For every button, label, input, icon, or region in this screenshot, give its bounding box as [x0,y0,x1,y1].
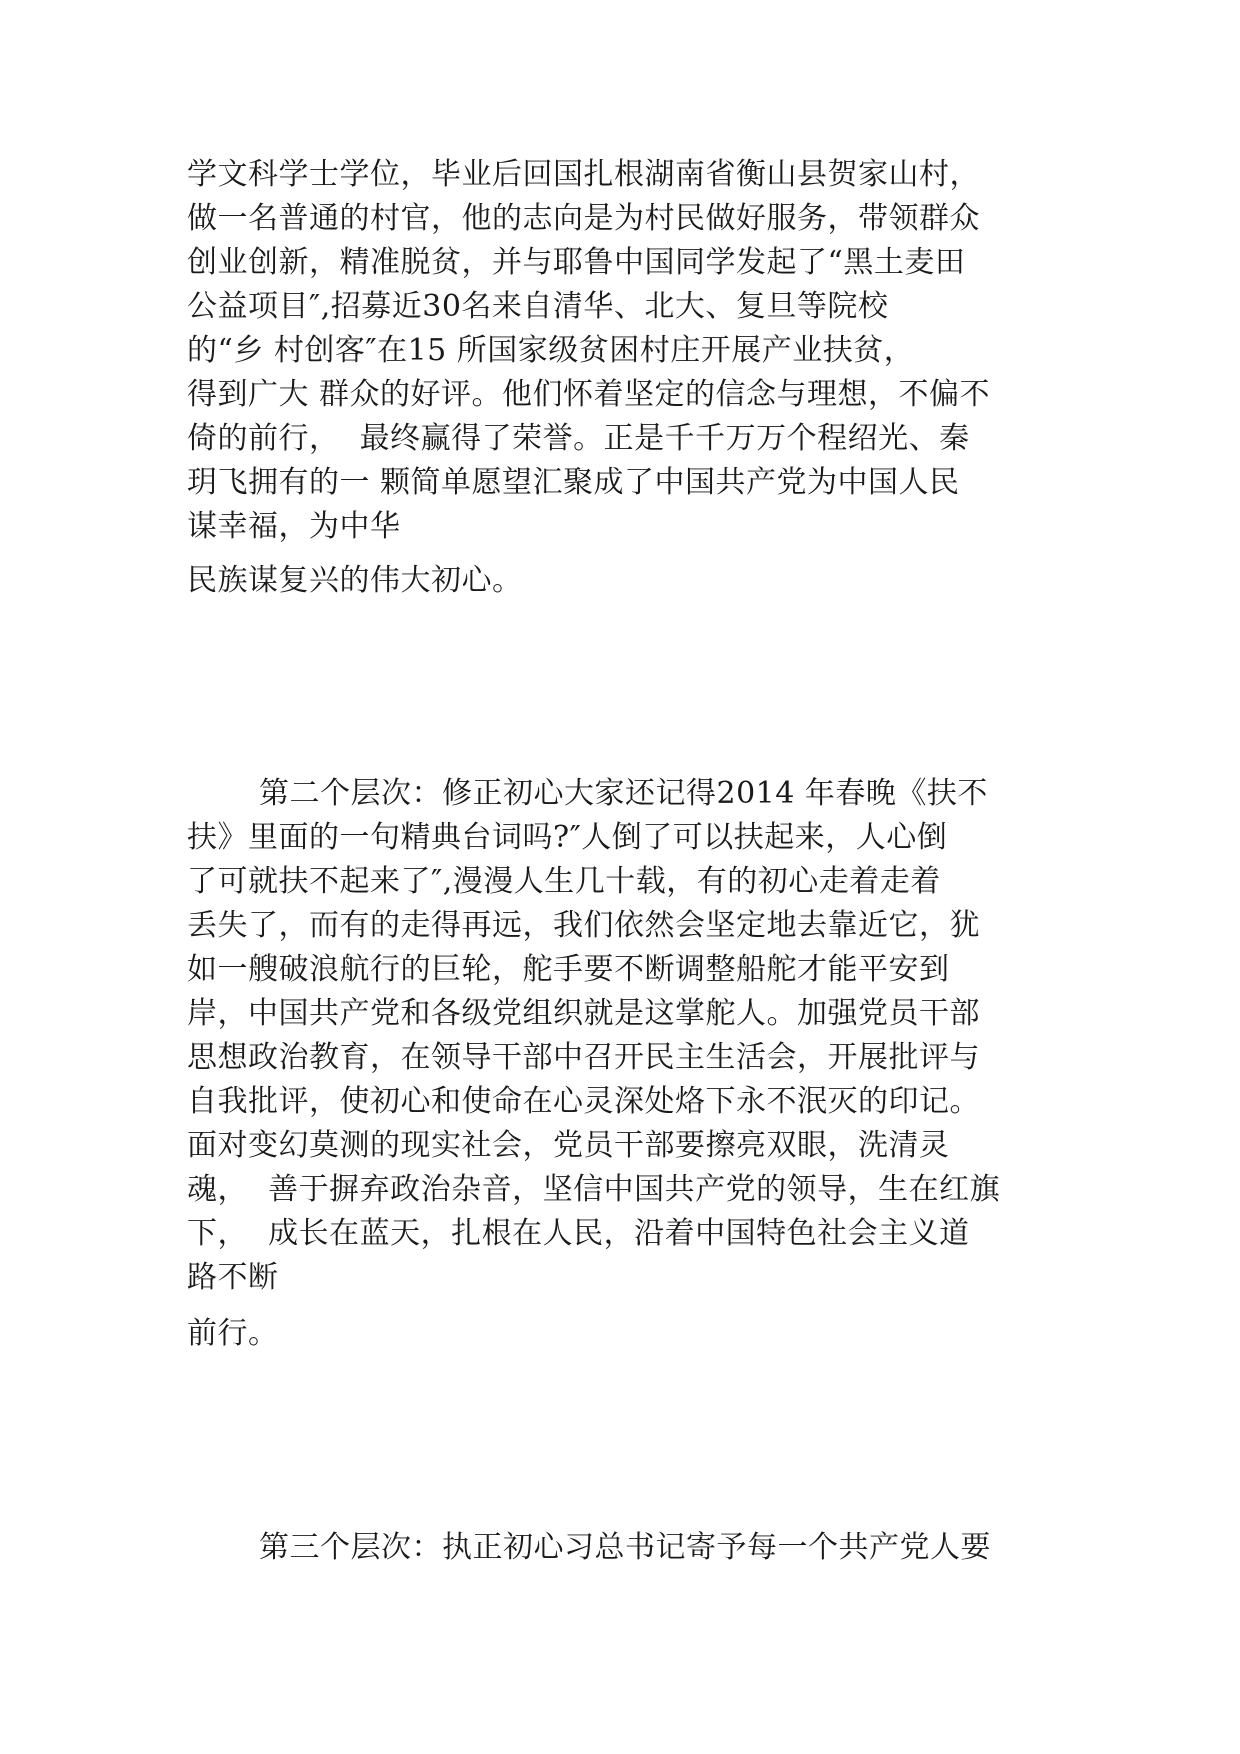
paragraph-line: 前行。 [187,1316,279,1351]
paragraph-line: 魂， 善于摒弃政治杂音，坚信中国共产党的领导，生在红旗 [187,1172,1001,1207]
paragraph-line: 如一艘破浪航行的巨轮，舵手要不断调整船舵才能平安到 [187,952,950,987]
paragraph-line: 岸，中国共产党和各级党组织就是这掌舵人。加强党员干部 [187,996,980,1031]
paragraph-line: 第三个层次：执正初心习总书记寄予每一个共产党人要 [259,1530,991,1565]
paragraph-line: 丢失了，而有的走得再远，我们依然会坚定地去靠近它，犹 [187,908,980,943]
paragraph-line: 倚的前行， 最终赢得了荣誉。正是千千万万个程绍光、秦 [187,421,970,456]
paragraph-line: 路不断 [187,1260,279,1295]
paragraph-line: 得到广大 群众的好评。他们怀着坚定的信念与理想，不偏不 [187,377,991,412]
paragraph-line: 谋幸福，为中华 [187,509,401,544]
paragraph-line: 做一名普通的村官，他的志向是为村民做好服务，带领群众 [187,201,980,236]
paragraph-line: 玥飞拥有的一 颗简单愿望汇聚成了中国共产党为中国人民 [187,465,960,500]
paragraph-line: 创业创新，精准脱贫，并与耶鲁中国同学发起了“黑土麦田 [187,245,966,280]
paragraph-line: 了可就扶不起来了″,漫漫人生几十载，有的初心走着走着 [187,864,941,899]
paragraph-line: 下， 成长在蓝天，扎根在人民，沿着中国特色社会主义道 [187,1216,970,1251]
paragraph-line: 扶》里面的一句精典台词吗?″人倒了可以扶起来，人心倒 [187,820,948,855]
paragraph-line: 民族谋复兴的伟大初心。 [187,563,523,598]
paragraph-line: 第二个层次：修正初心大家还记得2014 年春晚《扶不 [259,776,988,811]
paragraph-line: 学文科学士学位，毕业后回国扎根湖南省衡山县贺家山村， [187,157,980,192]
paragraph-line: 面对变幻莫测的现实社会，党员干部要擦亮双眼，洗清灵 [187,1128,950,1163]
paragraph-line: 的“乡 村创客″在15 所国家级贫困村庄开展产业扶贫， [187,333,915,368]
paragraph-line: 思想政治教育，在领导干部中召开民主生活会，开展批评与 [187,1040,980,1075]
paragraph-line: 公益项目″,招募近30名来自清华、北大、复旦等院校 [187,289,889,324]
paragraph-line: 自我批评，使初心和使命在心灵深处烙下永不泯灭的印记。 [187,1084,980,1119]
